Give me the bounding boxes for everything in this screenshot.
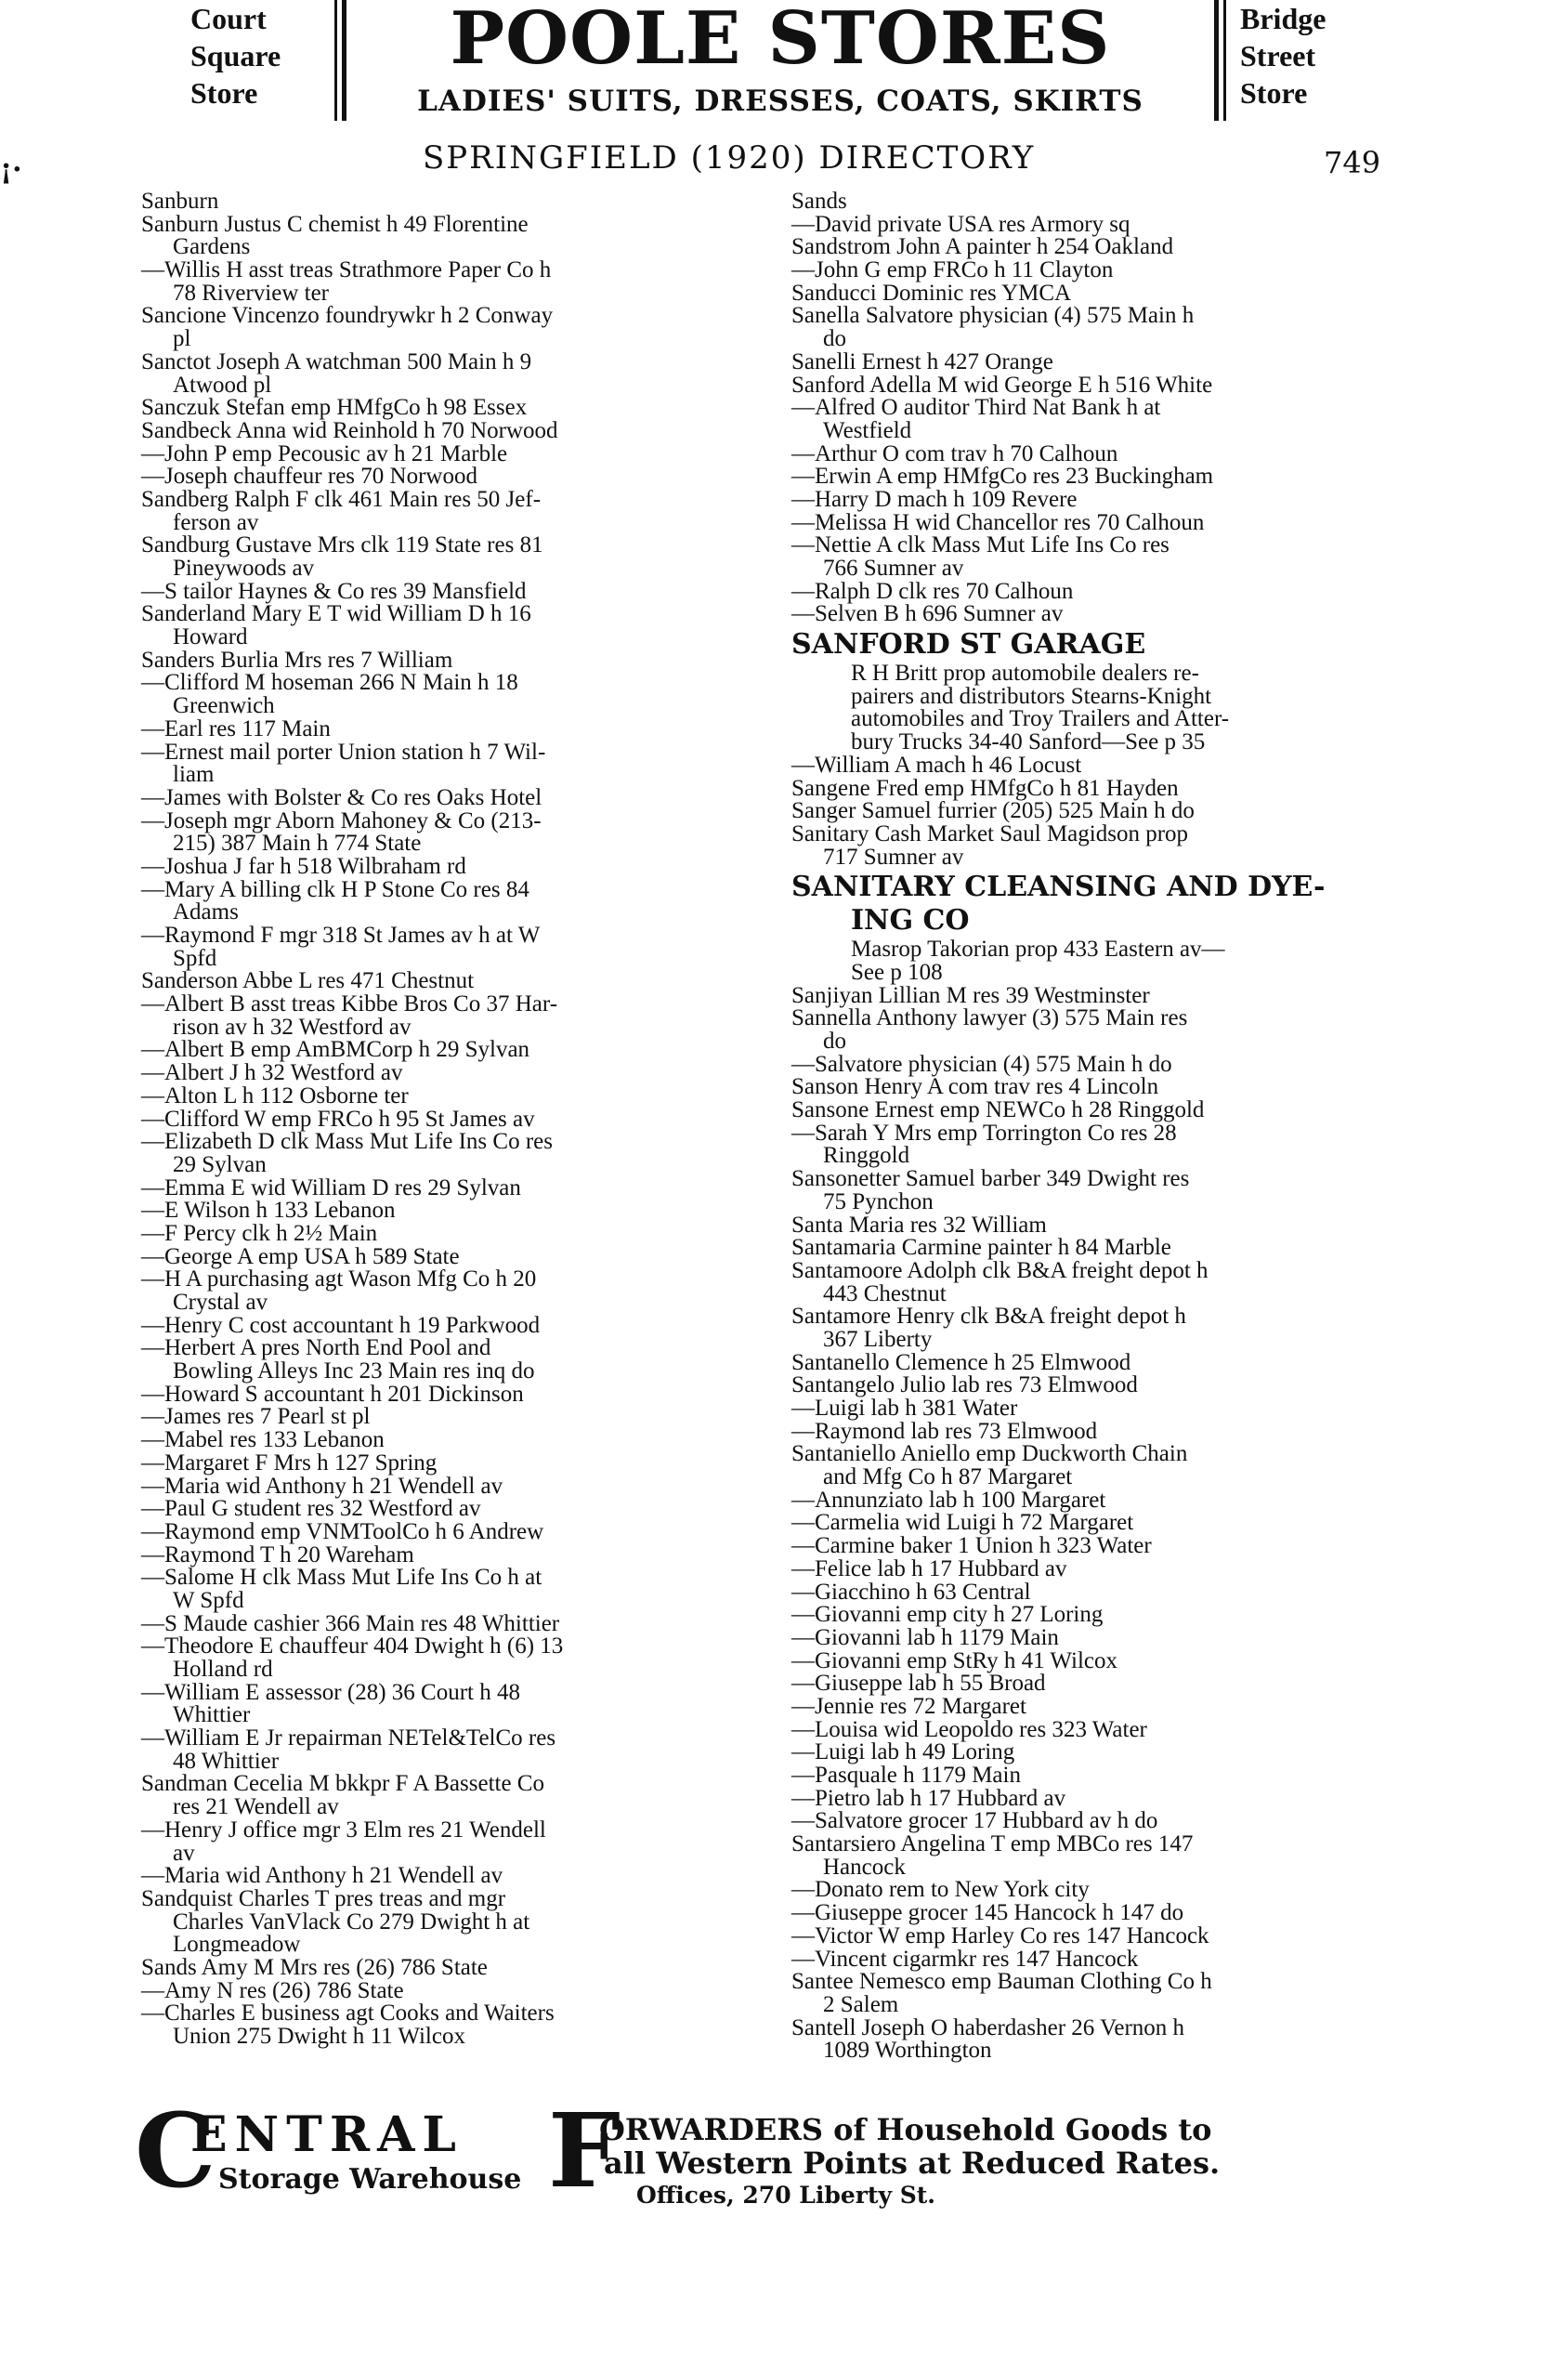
directory-entry: —Paul G student res 32 Westford av: [141, 1496, 481, 1522]
directory-entry-continuation: Atwood pl: [173, 372, 272, 398]
directory-entry: Sanducci Dominic res YMCA: [791, 280, 1072, 306]
directory-entry: —Theodore E chauffeur 404 Dwight h (6) 13: [141, 1633, 564, 1659]
directory-entry: —Felice lab h 17 Hubbard av: [791, 1555, 1067, 1581]
footer-advertisement: [135, 2091, 1417, 2210]
store-left-line: Store: [190, 76, 258, 110]
ad-line-1: ORWARDERS of Household Goods to: [599, 2112, 1212, 2147]
business-description: Masrop Takorian prop 433 Eastern av—: [851, 937, 1225, 963]
brand-subtitle: [334, 84, 1226, 119]
directory-entry: —Giuseppe grocer 145 Hancock h 147 do: [791, 1900, 1184, 1926]
directory-entry: Santarsiero Angelina T emp MBCo res 147: [791, 1831, 1194, 1857]
directory-entry: Santamore Henry clk B&A freight depot h: [791, 1304, 1186, 1330]
directory-entry-continuation: liam: [173, 762, 215, 788]
directory-entry: Sangene Fred emp HMfgCo h 81 Hayden: [791, 775, 1179, 801]
directory-entry-continuation: av: [173, 1840, 195, 1866]
brand-title: POOLE STORES: [450, 0, 1111, 81]
directory-entry: —Mabel res 133 Lebanon: [141, 1427, 385, 1453]
store-right-line: Street: [1240, 39, 1316, 72]
store-left-label: [190, 0, 330, 111]
business-heading: ING CO: [851, 904, 970, 938]
directory-entry: Sandburg Gustave Mrs clk 119 State res 81: [141, 532, 543, 558]
directory-entry: —Raymond T h 20 Wareham: [141, 1541, 414, 1567]
directory-entry: Sansonetter Samuel barber 349 Dwight res: [791, 1166, 1190, 1192]
directory-entry: —Luigi lab h 49 Loring: [791, 1739, 1015, 1765]
directory-entry: —Elizabeth D clk Mass Mut Life Ins Co res: [141, 1129, 553, 1155]
store-right-label: [1240, 0, 1379, 111]
directory-entry: —F Percy clk h 2½ Main: [141, 1220, 378, 1246]
directory-entry-continuation: Charles VanVlack Co 279 Dwight h at: [173, 1908, 530, 1935]
directory-entry-continuation: rison av h 32 Westford av: [173, 1014, 412, 1040]
directory-entry: Sanger Samuel furrier (205) 525 Main h do: [791, 798, 1195, 824]
directory-entry: —William E Jr repairman NETel&TelCo res: [141, 1725, 556, 1751]
directory-entry-continuation: 75 Pynchon: [823, 1188, 934, 1214]
directory-entry: Sanczuk Stefan emp HMfgCo h 98 Essex: [141, 395, 528, 421]
directory-entry: —Raymond emp VNMToolCo h 6 Andrew: [141, 1518, 544, 1544]
business-description: R H Britt prop automobile dealers re-: [851, 661, 1199, 687]
directory-column-right: [791, 190, 1386, 2063]
ad-line-2: all Western Points at Reduced Rates.: [604, 2145, 1221, 2181]
directory-entry: Santanello Clemence h 25 Elmwood: [791, 1349, 1131, 1375]
directory-entry: —Jennie res 72 Margaret: [791, 1693, 1026, 1719]
directory-entry: —Amy N res (26) 786 State: [141, 1977, 404, 2003]
directory-entry: —Louisa wid Leopoldo res 323 Water: [791, 1716, 1147, 1742]
directory-entry-continuation: pl: [173, 326, 191, 352]
directory-entry-continuation: Hancock: [823, 1854, 906, 1880]
page-number: 749: [1324, 145, 1381, 180]
directory-entry: —Giacchino h 63 Central: [791, 1579, 1031, 1605]
directory-entry-continuation: and Mfg Co h 87 Margaret: [823, 1464, 1073, 1490]
left-margin-mark: ¡·: [0, 153, 22, 186]
ad-storage-warehouse: Storage Warehouse: [218, 2163, 522, 2196]
directory-entry: —Albert B emp AmBMCorp h 29 Sylvan: [141, 1037, 530, 1063]
directory-entry: —Albert B asst treas Kibbe Bros Co 37 Har-: [141, 991, 558, 1017]
directory-entry: —William E assessor (28) 36 Court h 48: [141, 1679, 520, 1705]
directory-entry: —Henry J office mgr 3 Elm res 21 Wendell: [141, 1817, 546, 1843]
directory-entry: —Pietro lab h 17 Hubbard av: [791, 1785, 1066, 1811]
directory-entry: Sandquist Charles T pres treas and mgr: [141, 1885, 506, 1911]
business-description: automobiles and Troy Trailers and Atter-: [851, 706, 1230, 732]
ad-central: ENTRAL: [190, 2106, 464, 2163]
directory-entry: —E Wilson h 133 Lebanon: [141, 1198, 396, 1224]
directory-entry: —Joshua J far h 518 Wilbraham rd: [141, 853, 466, 879]
directory-entry: —Charles E business agt Cooks and Waiters: [141, 2000, 555, 2027]
directory-entry-continuation: do: [823, 326, 846, 352]
directory-entry: Sanford Adella M wid George E h 516 White: [791, 372, 1213, 398]
store-right-line: Store: [1240, 76, 1308, 110]
directory-entry-continuation: W Spfd: [173, 1587, 244, 1613]
directory-entry: Sanitary Cash Market Saul Magidson prop: [791, 820, 1189, 846]
directory-entry-continuation: 367 Liberty: [823, 1326, 933, 1352]
directory-entry: Sanella Salvatore physician (4) 575 Main h: [791, 303, 1195, 329]
directory-entry-continuation: 717 Sumner av: [823, 844, 964, 870]
ad-line-3: Offices, 270 Liberty St.: [636, 2182, 936, 2209]
directory-entry: —S tailor Haynes & Co res 39 Mansfield: [141, 578, 527, 604]
directory-entry: Sanders Burlia Mrs res 7 William: [141, 647, 453, 673]
directory-entry-continuation: Spfd: [173, 945, 217, 971]
directory-entry: —Carmelia wid Luigi h 72 Margaret: [791, 1510, 1134, 1536]
directory-entry: —Willis H asst treas Strathmore Paper Co h: [141, 257, 552, 283]
directory-entry: —George A emp USA h 589 State: [141, 1243, 460, 1269]
directory-entry: —Earl res 117 Main: [141, 715, 331, 741]
directory-entry-continuation: Westfield: [823, 417, 912, 443]
directory-entry: —Albert J h 32 Westford av: [141, 1060, 403, 1086]
directory-entry: —Margaret F Mrs h 127 Spring: [141, 1449, 438, 1476]
running-title: SPRINGFIELD (1920) DIRECTORY: [423, 139, 1036, 177]
directory-entry: —Raymond lab res 73 Elmwood: [791, 1418, 1098, 1444]
header-divider: [1214, 0, 1219, 121]
directory-entry: —Mary A billing clk H P Stone Co res 84: [141, 876, 529, 902]
directory-entry: —Giuseppe lab h 55 Broad: [791, 1671, 1046, 1697]
brand-subtitle-text: LADIES' SUITS, DRESSES, COATS, SKIRTS: [417, 85, 1143, 118]
directory-entry: —Alton L h 112 Osborne ter: [141, 1082, 409, 1108]
directory-entry: —H A purchasing agt Wason Mfg Co h 20: [141, 1266, 537, 1292]
brand-block: [334, 0, 1226, 119]
business-heading: SANITARY CLEANSING AND DYE-: [791, 871, 1326, 904]
directory-entry: Sanderland Mary E T wid William D h 16: [141, 601, 531, 627]
directory-entry: Sands Amy M Mrs res (26) 786 State: [141, 1954, 488, 1980]
directory-entry: —Selven B h 696 Sumner av: [791, 601, 1064, 627]
directory-entry: Santa Maria res 32 William: [791, 1212, 1047, 1238]
directory-entry: —Giovanni lab h 1179 Main: [791, 1624, 1059, 1650]
directory-entry-continuation: Holland rd: [173, 1657, 273, 1682]
directory-entry: Santamaria Carmine painter h 84 Marble: [791, 1235, 1171, 1261]
directory-entry: —William A mach h 46 Locust: [791, 752, 1082, 778]
directory-entry: —Harry D mach h 109 Revere: [791, 486, 1078, 512]
directory-entry-continuation: Longmeadow: [173, 1932, 301, 1958]
directory-entry: Sanelli Ernest h 427 Orange: [791, 348, 1053, 374]
directory-entry-continuation: 215) 387 Main h 774 State: [173, 831, 422, 857]
directory-entry-continuation: Ringgold: [823, 1143, 910, 1169]
directory-entry: —Alfred O auditor Third Nat Bank h at: [791, 395, 1161, 421]
ad-initial-f: F: [548, 2091, 621, 2210]
directory-entry: —Clifford M hoseman 266 N Main h 18: [141, 670, 518, 696]
business-description: bury Trucks 34-40 Sanford—See p 35: [851, 729, 1206, 755]
directory-entry: —James with Bolster & Co res Oaks Hotel: [141, 784, 542, 810]
directory-entry: —John G emp FRCo h 11 Clayton: [791, 257, 1114, 283]
directory-entry: —James res 7 Pearl st pl: [141, 1404, 371, 1430]
directory-entry: —Erwin A emp HMfgCo res 23 Buckingham: [791, 464, 1214, 490]
directory-entry: —Maria wid Anthony h 21 Wendell av: [141, 1473, 503, 1499]
directory-entry-continuation: Union 275 Dwight h 11 Wilcox: [173, 2024, 465, 2049]
business-description: See p 108: [851, 959, 943, 985]
directory-entry: —Clifford W emp FRCo h 95 St James av: [141, 1106, 535, 1132]
directory-entry: Sanjiyan Lillian M res 39 Westminster: [791, 982, 1150, 1008]
directory-entry: —Joseph mgr Aborn Mahoney & Co (213-: [141, 807, 542, 833]
directory-entry-continuation: 1089 Worthington: [823, 2038, 992, 2064]
directory-entry: —Annunziato lab h 100 Margaret: [791, 1487, 1106, 1513]
directory-entry: —Giovanni emp StRy h 41 Wilcox: [791, 1647, 1117, 1673]
directory-entry-continuation: Crystal av: [173, 1290, 268, 1315]
directory-entry: Sancione Vincenzo foundrywkr h 2 Conway: [141, 303, 554, 329]
directory-entry: Sanderson Abbe L res 471 Chestnut: [141, 968, 475, 994]
directory-entry: Santangelo Julio lab res 73 Elmwood: [791, 1372, 1138, 1398]
directory-entry-continuation: res 21 Wendell av: [173, 1794, 339, 1820]
directory-entry: —Herbert A pres North End Pool and: [141, 1335, 491, 1361]
directory-entry: Sandman Cecelia M bkkpr F A Bassette Co: [141, 1771, 544, 1797]
directory-entry: —Vincent cigarmkr res 147 Hancock: [791, 1946, 1139, 1972]
directory-entry: —Salome H clk Mass Mut Life Ins Co h at: [141, 1565, 542, 1591]
directory-entry: Sandberg Ralph F clk 461 Main res 50 Jef-: [141, 486, 542, 512]
header-divider: [1223, 0, 1226, 121]
directory-entry: —Maria wid Anthony h 21 Wendell av: [141, 1863, 503, 1889]
store-right-line: Bridge: [1240, 2, 1326, 35]
directory-entry: —Arthur O com trav h 70 Calhoun: [791, 440, 1118, 466]
directory-entry-continuation: 78 Riverview ter: [173, 280, 330, 306]
directory-entry-continuation: 48 Whittier: [173, 1748, 280, 1774]
directory-entry: —Howard S accountant h 201 Dickinson: [141, 1381, 524, 1407]
directory-entry: Sanson Henry A com trav res 4 Lincoln: [791, 1074, 1159, 1100]
directory-entry: —Melissa H wid Chancellor res 70 Calhoun: [791, 509, 1205, 535]
directory-entry: —Ralph D clk res 70 Calhoun: [791, 578, 1074, 604]
directory-entry: —S Maude cashier 366 Main res 48 Whittier: [141, 1610, 560, 1636]
ad-initial-c: C: [135, 2091, 216, 2210]
directory-entry: —John P emp Pecousic av h 21 Marble: [141, 440, 508, 466]
directory-entry: —Luigi lab h 381 Water: [791, 1396, 1018, 1421]
directory-entry-continuation: Adams: [173, 899, 239, 925]
directory-entry-continuation: Gardens: [173, 234, 251, 260]
directory-entry-continuation: 29 Sylvan: [173, 1151, 267, 1177]
directory-entry: Santamoore Adolph clk B&A freight depot h: [791, 1257, 1209, 1283]
directory-entry: —Emma E wid William D res 29 Sylvan: [141, 1174, 521, 1200]
store-left-line: Court: [190, 2, 267, 35]
directory-entry: —Giovanni emp city h 27 Loring: [791, 1602, 1104, 1628]
directory-entry-continuation: do: [823, 1029, 846, 1054]
directory-entry: Sanburn Justus C chemist h 49 Florentine: [141, 211, 529, 237]
directory-entry-continuation: ferson av: [173, 509, 259, 535]
directory-entry: —Sarah Y Mrs emp Torrington Co res 28: [791, 1120, 1177, 1146]
directory-entry: Sandstrom John A painter h 254 Oakland: [791, 234, 1174, 260]
directory-entry-continuation: 443 Chestnut: [823, 1280, 947, 1306]
directory-entry: Santee Nemesco emp Bauman Clothing Co h: [791, 1969, 1212, 1995]
directory-entry: Sansone Ernest emp NEWCo h 28 Ringgold: [791, 1097, 1205, 1123]
directory-entry-continuation: Whittier: [173, 1702, 251, 1728]
directory-entry: Santell Joseph O haberdasher 26 Vernon h: [791, 2014, 1185, 2040]
directory-entry: —Nettie A clk Mass Mut Life Ins Co res: [791, 532, 1169, 558]
directory-entry: Sanctot Joseph A watchman 500 Main h 9: [141, 348, 532, 374]
directory-entry-continuation: Pineywoods av: [173, 556, 315, 581]
directory-entry: Santaniello Aniello emp Duckworth Chain: [791, 1441, 1188, 1467]
directory-entry: Sands: [791, 189, 847, 214]
directory-entry-continuation: Bowling Alleys Inc 23 Main res inq do: [173, 1358, 535, 1384]
directory-entry: —Carmine baker 1 Union h 323 Water: [791, 1533, 1152, 1559]
directory-entry-continuation: 766 Sumner av: [823, 556, 964, 581]
directory-entry: —Victor W emp Harley Co res 147 Hancock: [791, 1922, 1209, 1948]
directory-entry: —Salvatore physician (4) 575 Main h do: [791, 1051, 1172, 1077]
directory-entry-continuation: Greenwich: [173, 693, 275, 719]
directory-entry: —Salvatore grocer 17 Hubbard av h do: [791, 1808, 1158, 1834]
directory-entry: Sandbeck Anna wid Reinhold h 70 Norwood: [141, 417, 558, 443]
directory-entry-continuation: Howard: [173, 624, 248, 650]
directory-entry: —Joseph chauffeur res 70 Norwood: [141, 464, 477, 490]
directory-entry: —Raymond F mgr 318 St James av h at W: [141, 923, 541, 948]
directory-entry: Sanburn: [141, 189, 219, 214]
directory-column-left: [141, 190, 736, 2049]
directory-entry: —Donato rem to New York city: [791, 1877, 1090, 1903]
directory-entry: —Henry C cost accountant h 19 Parkwood: [141, 1312, 541, 1338]
business-description: pairers and distributors Stearns-Knight: [851, 683, 1212, 709]
business-heading: SANFORD ST GARAGE: [791, 628, 1146, 662]
directory-entry-continuation: 2 Salem: [823, 1991, 899, 2017]
store-left-line: Square: [190, 39, 281, 72]
directory-entry: Sannella Anthony lawyer (3) 575 Main res: [791, 1005, 1188, 1031]
directory-entry: —Ernest mail porter Union station h 7 Wil-: [141, 739, 546, 765]
directory-entry: —David private USA res Armory sq: [791, 211, 1130, 237]
directory-entry: —Pasquale h 1179 Main: [791, 1763, 1021, 1788]
